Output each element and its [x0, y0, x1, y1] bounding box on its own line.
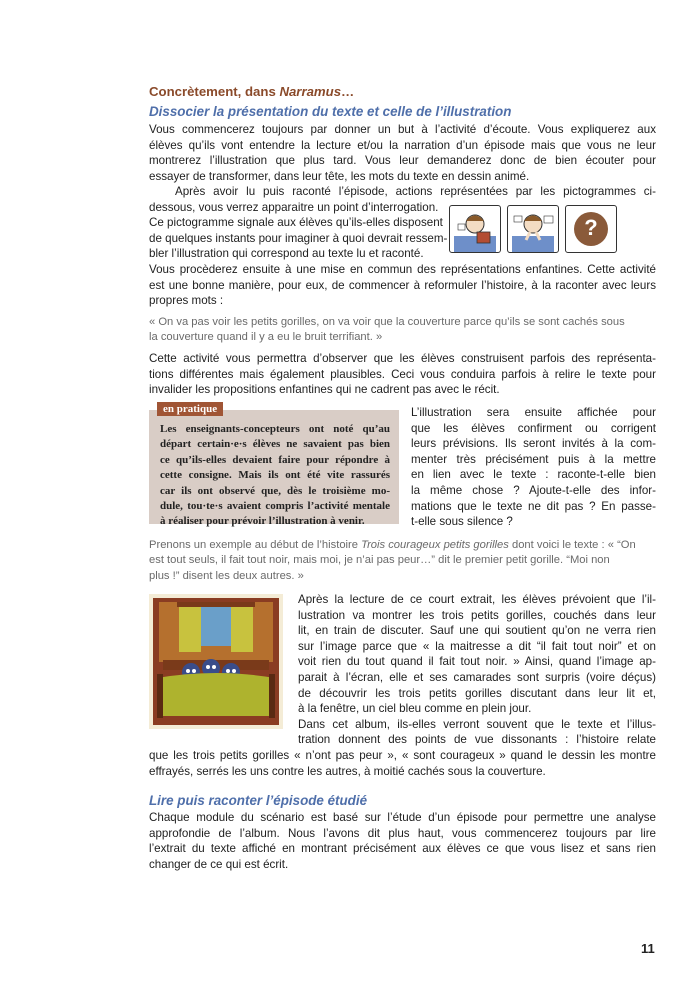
reading-teacher-icon: [449, 205, 501, 253]
gorillas-bed-illustration: [149, 594, 283, 729]
paragraph-dissonants: que les trois petits gorilles « n’ont pas peur », « sont courageux » quand le dessin les montre effrayés, serrés les uns contre les autres, à moitié cachés sous la couverture.: [149, 749, 656, 778]
question-mark-glyph: ?: [584, 215, 598, 240]
question-mark-icon: [565, 205, 617, 253]
quote-children: « On va pas voir les petits gorilles, on va voir que la couverture parce qu’ils se sont cachés sous la couverture quand il y a eu le bruit terrifiant. »: [149, 316, 625, 344]
page-heading: Concrètement, dans Narramus…: [149, 84, 355, 99]
section-title-dissocier: Dissocier la présentation du texte et celle de l’illustration: [149, 104, 512, 119]
paragraph-illustration-affichee: L’illustration sera ensuite affichée pour que les élèves confirment ou corrigent leurs prévisions. Ils seront invités à la com- menter très précisément puis à la mettre en lien avec le texte : raconte-t-elle bien la même chose ? Ajoute-t-elle des infor- mations que le texte ne dit pas ? En passe- t-elle sous silence ?: [411, 406, 656, 529]
section-title-lire-raconter: Lire puis raconter l’épisode étudié: [149, 793, 368, 808]
paragraph-module-scenario: Chaque module du scénario est basé sur l’étude d’un épisode pour permettre une analyse approfondie de l’album. Nous l’avons dit plus haut, vous commencerez toujours par lire l’extrait du texte affiché en montrant précisément aux élèves ce que vous lisez et sans rien changer de ce qui est écrit.: [149, 811, 656, 871]
paragraph-apres-lecture: Après la lecture de ce court extrait, les élèves prévoient que l’il- lustration va montrer les trois petits gorilles, couchés dans leur lit, en train de discuter. Sauf une qui soutient qu’on ne verra rien sur l’image parce que « la maitresse a dit “il fait tout noir” et on voit rien du tout quand il fait tout noir. » Ainsi, quand l’image ap- parait à l’écran, elle et ses camarades sont surpris (voire déçus) de découvrir les trois petits gorilles discutant dans leur lit et, à la fenêtre, un ciel bleu comme en plein jour. Dans cet album, ils-elles verront souvent que le texte et l’illus- tration donnent des points de vue dissonants : l’histoire relate: [298, 593, 656, 747]
telling-teacher-icon: [507, 205, 559, 253]
practice-tag: en pratique: [157, 402, 223, 416]
paragraph-after-reading: Après avoir lu puis raconté l’épisode, actions représentées par les pictogrammes ci- dessous, vous verrez apparaitre un point d’interrogation.: [149, 185, 656, 214]
paragraph-mise-en-commun: Vous procèderez ensuite à une mise en commun des représentations enfantines. Cette activité est une bonne manière, pour eux, de commencer à reformuler l’histoire, à la raconter avec leurs propres mots :: [149, 263, 656, 308]
paragraph-pictogram: Ce pictogramme signale aux élèves qu’ils-elles disposent de quelques instants pour imaginer à quoi devrait ressem- bler l’illustration qui correspond au texte lu et raconté.: [149, 216, 448, 261]
practice-text: Les enseignants-concepteurs ont noté qu’au départ certain·e·s élèves ne savaient pas bien ce qu’ils-elles devaient faire pour répondre à cette consigne. Mais ils ont été vite rassurés car ils ont observé que, dès le troisième mo- dule, tou·te·s avaient compris l’activité mentale à réaliser pour prévoir l’illustration à venir.: [160, 423, 390, 528]
paragraph-intro: Vous commencerez toujours par donner un but à l’activité d’écoute. Vous expliquerez aux élèves qu’ils vont entendre la lecture et/ou la narration d’un épisode mais que vous ne leur montrerez l’illustration que plus tard. Vous leur demanderez donc de bien écouter pour essayer de transformer, dans leur tête, les mots du texte en dessin animé.: [149, 123, 656, 183]
paragraph-observer: Cette activité vous permettra d’observer que les élèves construisent parfois des représenta- tions différentes mais également plausibles. Ceci vous conduira parfois à relire le texte pour invalider les propositions enfantines qui ne cadrent pas avec le récit.: [149, 352, 656, 397]
page-number: 11: [641, 941, 655, 956]
quote-gorilles-example: Prenons un exemple au début de l’histoire Trois courageux petits gorilles dont voici le texte : « “On est tout seuls, il fait tout noir, mais moi, je n’ai pas peur…” dit le premier petit gorille. “Moi non plus !” disent les deux autres. »: [149, 539, 636, 582]
